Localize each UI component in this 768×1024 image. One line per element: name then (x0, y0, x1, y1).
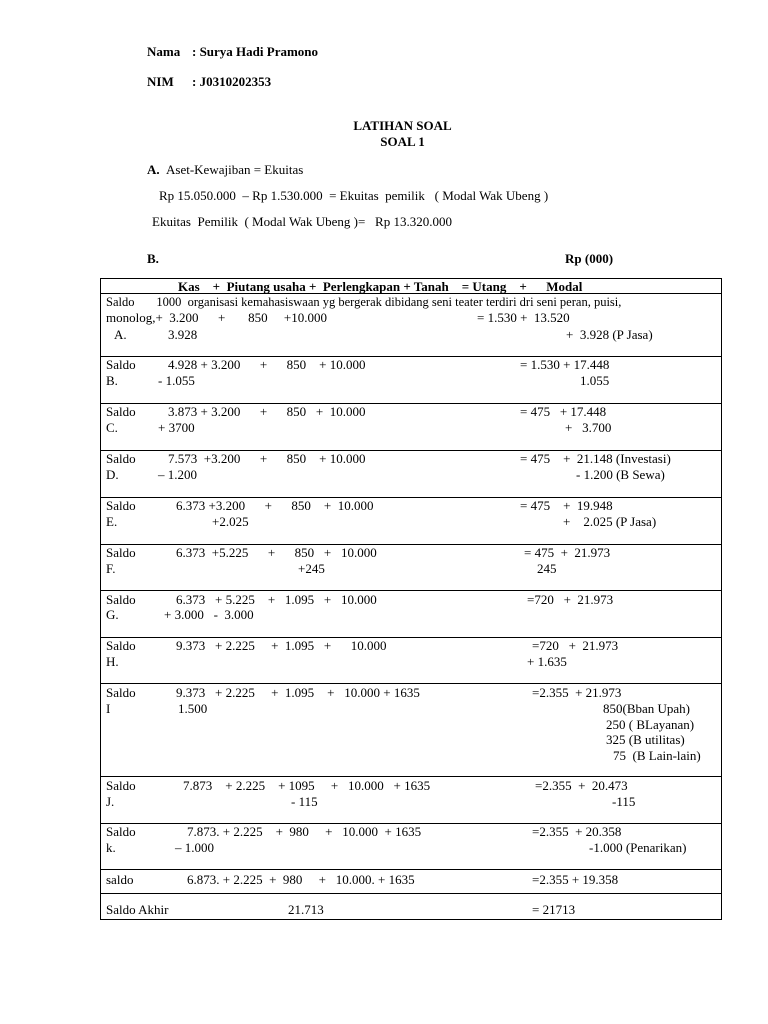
table-row-label: G. (106, 607, 119, 622)
nim-label: NIM (147, 74, 174, 89)
table-row-label: Saldo (106, 638, 136, 653)
section-a-equation: Aset-Kewajiban = Ekuitas (166, 162, 304, 177)
table-row-cell: =2.355 + 20.473 (535, 778, 628, 793)
table-row-cell: =2.355 + 20.358 (532, 824, 622, 839)
table-row-cell: + 3.928 (P Jasa) (566, 327, 653, 342)
table-divider (100, 683, 722, 684)
table-row-label: Saldo (106, 824, 136, 839)
table-row-label: Saldo (106, 778, 136, 793)
table-row-cell: - 1.200 (B Sewa) (576, 467, 665, 482)
table-row-cell: 325 (B utilitas) (606, 732, 685, 747)
nama-label: Nama (147, 44, 181, 59)
section-a-line1: Rp 15.050.000 – Rp 1.530.000 = Ekuitas pemilik ( Modal Wak Ubeng ) (159, 188, 549, 203)
table-row-label: Saldo (106, 357, 136, 372)
table-row-label: k. (106, 840, 116, 855)
table-row-label: Saldo (106, 545, 136, 560)
title-line1: LATIHAN SOAL (353, 118, 452, 133)
table-divider (100, 893, 722, 894)
table-row-label: Saldo Akhir (106, 902, 169, 917)
table-row-cell: 250 ( BLayanan) (606, 717, 695, 732)
table-row-label: Saldo (106, 498, 136, 513)
table-row-cell: +245 (298, 561, 325, 576)
table-row-label: B. (106, 373, 118, 388)
table-row-cell: = 475 + 19.948 (520, 498, 613, 513)
table-row-cell: 9.373 + 2.225 + 1.095 + 10.000 + 1635 (176, 685, 420, 700)
table-row-cell: 3.928 (168, 327, 198, 342)
table-row-cell: =2.355 + 19.358 (532, 872, 619, 887)
table-divider (100, 869, 722, 870)
title-line2: SOAL 1 (380, 134, 425, 149)
table-row-cell: 3.873 + 3.200 + 850 + 10.000 (168, 404, 366, 419)
table-row-label: D. (106, 467, 119, 482)
table-header: Kas + Piutang usaha + Perlengkapan + Tanah = Utang + Modal (178, 279, 583, 294)
section-a-label: A. (147, 162, 160, 177)
table-row-cell: = 1.530 + 17.448 (520, 357, 610, 372)
table-row-cell: + 1.635 (527, 654, 567, 669)
table-row-cell: 7.873 + 2.225 + 1095 + 10.000 + 1635 (183, 778, 431, 793)
table-row-cell: – 1.000 (175, 840, 214, 855)
table-row-label: J. (106, 794, 115, 809)
table-row-cell: + 3.700 (565, 420, 612, 435)
section-b-label: B. (147, 251, 159, 266)
table-row-cell: 4.928 + 3.200 + 850 + 10.000 (168, 357, 366, 372)
table-row-cell: 850(Bban Upah) (603, 701, 691, 716)
table-row-label: Saldo (106, 592, 136, 607)
table-row-cell: 75 (B Lain-lain) (613, 748, 701, 763)
table-row-cell: + 2.025 (P Jasa) (563, 514, 657, 529)
table-row-cell: + 3.000 - 3.000 (164, 607, 254, 622)
table-row-label: E. (106, 514, 118, 529)
table-divider (100, 590, 722, 591)
table-row-label: saldo (106, 872, 134, 887)
table-row-cell: -115 (612, 794, 636, 809)
table-row-cell: = 21713 (532, 902, 576, 917)
table-row-cell: =2.355 + 21.973 (532, 685, 622, 700)
table-row-cell: 6.373 +3.200 + 850 + 10.000 (176, 498, 374, 513)
table-row-cell: = 475 + 21.148 (Investasi) (520, 451, 671, 466)
table-row-cell: = 475 + 21.973 (524, 545, 611, 560)
table-row-intro: Saldo 1000 organisasi kemahasiswaan yg bergerak dibidang seni teater terdiri dri seni peran, puisi, (106, 295, 622, 309)
section-a-line2: Ekuitas Pemilik ( Modal Wak Ubeng )= Rp 13.320.000 (152, 214, 452, 229)
table-row-cell: =720 + 21.973 (532, 638, 619, 653)
table-row-label: H. (106, 654, 119, 669)
table-row-cell: 9.373 + 2.225 + 1.095 + 10.000 (176, 638, 387, 653)
table-row-cell: =720 + 21.973 (527, 592, 614, 607)
table-row-label: Saldo (106, 685, 136, 700)
table-row-cell: monolog,+ 3.200 + 850 +10.000 (106, 310, 327, 325)
table-row-cell: – 1.200 (158, 467, 197, 482)
table-row-cell: 6.373 +5.225 + 850 + 10.000 (176, 545, 377, 560)
table-row-label: I (106, 701, 111, 716)
table-row-cell: 1.500 (178, 701, 208, 716)
table-row-cell: 1.055 (580, 373, 610, 388)
table-row-cell: = 1.530 + 13.520 (477, 310, 570, 325)
table-row-label: A. (114, 327, 127, 342)
nama-value: : Surya Hadi Pramono (192, 44, 319, 59)
table-row-cell: = 475 + 17.448 (520, 404, 607, 419)
table-row-label: C. (106, 420, 118, 435)
table-row-cell: 21.713 (288, 902, 324, 917)
table-row-cell: 7.873. + 2.225 + 980 + 10.000 + 1635 (187, 824, 422, 839)
table-row-cell: 6.873. + 2.225 + 980 + 10.000. + 1635 (187, 872, 415, 887)
table-row-label: Saldo (106, 404, 136, 419)
table-row-cell: + 3700 (158, 420, 195, 435)
nim-value: : J0310202353 (192, 74, 272, 89)
table-row-label: Saldo (106, 451, 136, 466)
table-divider (100, 776, 722, 777)
table-row-cell: +2.025 (212, 514, 249, 529)
table-row-cell: - 115 (291, 794, 318, 809)
section-b-unit: Rp (000) (565, 251, 614, 266)
table-row-cell: 245 (537, 561, 557, 576)
table-row-cell: - 1.055 (158, 373, 195, 388)
table-row-label: F. (106, 561, 116, 576)
table-row-cell: 7.573 +3.200 + 850 + 10.000 (168, 451, 366, 466)
table-row-cell: 6.373 + 5.225 + 1.095 + 10.000 (176, 592, 377, 607)
table-row-cell: -1.000 (Penarikan) (589, 840, 687, 855)
